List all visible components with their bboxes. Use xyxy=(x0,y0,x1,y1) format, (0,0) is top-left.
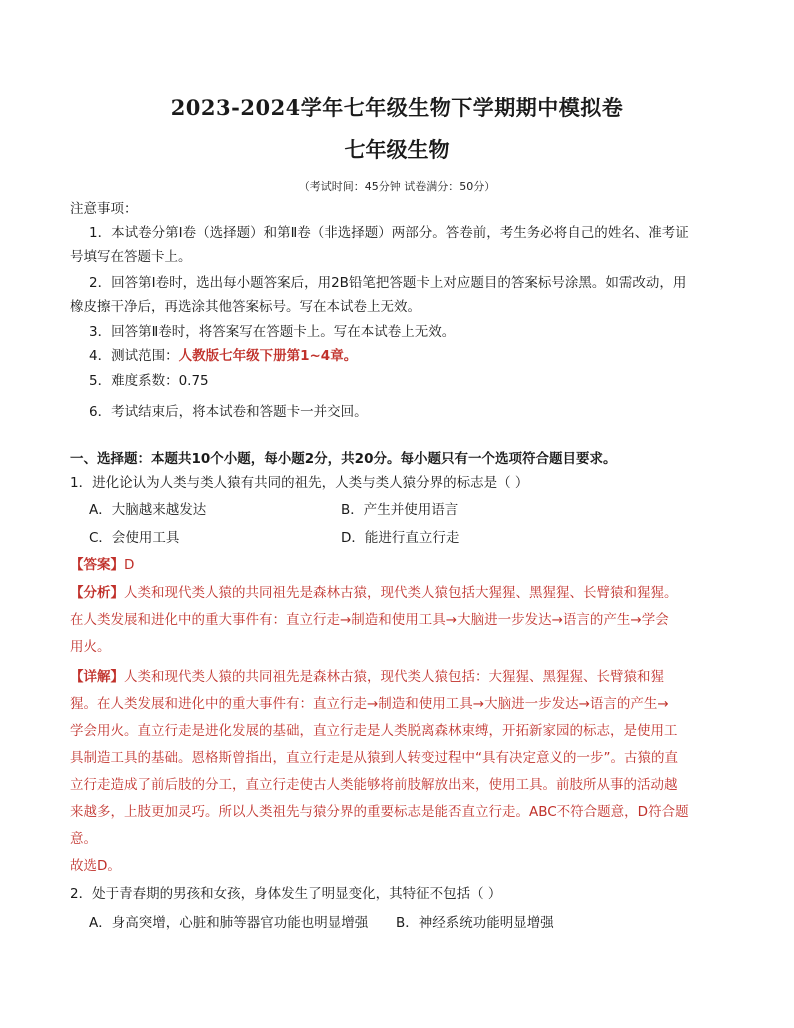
notice-item-1a: 1．本试卷分第Ⅰ卷（选择题）和第Ⅱ卷（非选择题）两部分。答卷前，考生务必将自己的姓名、准考证 xyxy=(89,225,689,241)
exam-info: （考试时间：45分钟 试卷满分：50分） xyxy=(298,180,496,193)
q1-option-b: B．产生并使用语言 xyxy=(341,502,459,518)
q1-analysis-1: 【分析】人类和现代类人猿的共同祖先是森林古猿，现代类人猿包括大猩猩、黑猩猩、长臂猿和猩猩。 xyxy=(70,585,678,601)
q2-option-a: A．身高突增，心脏和肺等器官功能也明显增强 xyxy=(89,915,369,931)
q1-stem: 1．进化论认为人类与类人猿有共同的祖先，人类与类人猿分界的标志是（ ） xyxy=(70,475,529,491)
q1-answer xyxy=(70,555,134,575)
q2-option-b: B．神经系统功能明显增强 xyxy=(396,915,554,931)
notice-item-4-label: 4．测试范围： xyxy=(89,348,179,364)
analysis-tag: 【分析】 xyxy=(70,585,124,601)
answer-value: D xyxy=(124,557,135,573)
q1-option-a: A．大脑越来越发达 xyxy=(89,502,207,518)
answer-tag: 【答案】 xyxy=(70,557,124,573)
notice-item-6: 6．考试结束后，将本试卷和答题卡一并交回。 xyxy=(89,404,368,420)
test-scope: 人教版七年级下册第1~4章。 xyxy=(178,348,358,364)
q1-detail-7: 意。 xyxy=(70,831,97,847)
notice-item-3: 3．回答第Ⅱ卷时，将答案写在答题卡上。写在本试卷上无效。 xyxy=(89,324,456,340)
q1-option-c: C．会使用工具 xyxy=(89,530,180,546)
q1-detail-6: 来越多，上肢更加灵巧。所以人类祖先与猿分界的重要标志是能否直立行走。ABC不符合题意，D符合题 xyxy=(70,804,689,820)
q1-option-d: D．能进行直立行走 xyxy=(341,530,460,546)
notice-item-4 xyxy=(89,346,357,366)
notice-item-5: 5．难度系数：0.75 xyxy=(89,373,209,389)
q1-detail-2: 猩。在人类发展和进化中的重大事件有：直立行走→制造和使用工具→大脑进一步发达→语言的产生→ xyxy=(70,696,669,712)
q1-analysis-3: 用火。 xyxy=(70,639,111,655)
notice-heading: 注意事项： xyxy=(70,201,138,217)
detail-tag: 【详解】 xyxy=(70,669,124,685)
q1-analysis-2: 在人类发展和进化中的重大事件有：直立行走→制造和使用工具→大脑进一步发达→语言的产生→学会 xyxy=(70,612,669,628)
q1-detail-4: 具制造工具的基础。恩格斯曾指出，直立行走是从猿到人转变过程中“具有决定意义的一步”。古猿的直 xyxy=(70,750,678,766)
subject-title: 七年级生物 xyxy=(344,137,450,162)
notice-item-2a: 2．回答第Ⅰ卷时，选出每小题答案后，用2B铅笔把答题卡上对应题目的答案标号涂黑。如需改动，用 xyxy=(89,275,687,291)
q1-detail-1: 【详解】人类和现代类人猿的共同祖先是森林古猿，现代类人猿包括：大猩猩、黑猩猩、长臂猿和猩 xyxy=(70,669,664,685)
q1-detail-5: 立行走造成了前后肢的分工，直立行走使古人类能够将前肢解放出来，使用工具。前肢所从事的活动越 xyxy=(70,777,678,793)
notice-item-2b: 橡皮擦干净后，再选涂其他答案标号。写在本试卷上无效。 xyxy=(70,299,421,315)
q1-detail-3: 学会用火。直立行走是进化发展的基础，直立行走是人类脱离森林束缚，开拓新家园的标志，是使用工 xyxy=(70,723,678,739)
notice-item-1b: 号填写在答题卡上。 xyxy=(70,249,192,265)
q1-conclusion: 故选D。 xyxy=(70,858,121,874)
section-heading: 一、选择题：本题共10个小题，每小题2分，共20分。每小题只有一个选项符合题目要求。 xyxy=(70,451,617,467)
q2-stem: 2．处于青春期的男孩和女孩，身体发生了明显变化，其特征不包括（ ） xyxy=(70,886,502,902)
exam-title: 2023-2024学年七年级生物下学期期中模拟卷 xyxy=(170,95,624,120)
